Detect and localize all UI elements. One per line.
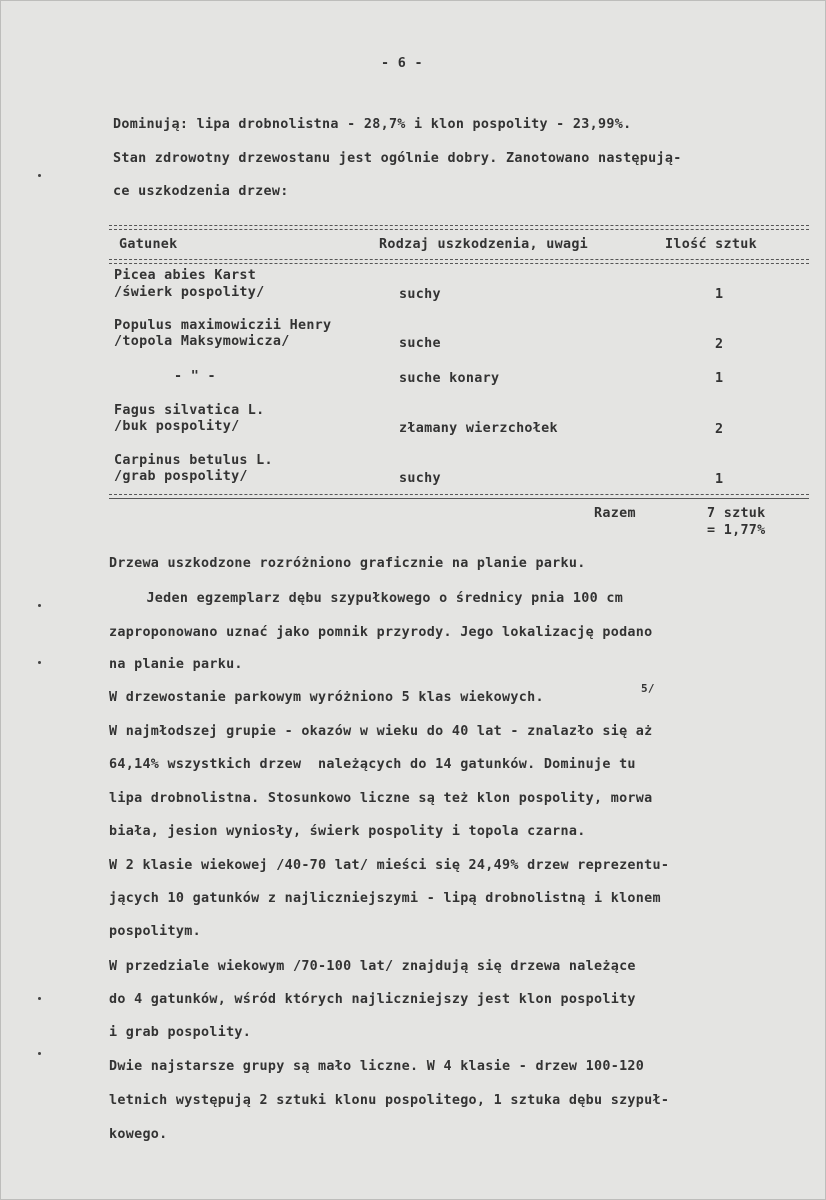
- table-cell-species: /topola Maksymowicza/: [114, 334, 290, 349]
- body-line: lipa drobnolistna. Stosunkowo liczne są też klon pospolity, morwa: [109, 791, 653, 806]
- body-line: i grab pospolity.: [109, 1025, 252, 1040]
- table-cell-count: 1: [715, 371, 724, 386]
- margin-dot: [38, 174, 41, 177]
- body-line: W 2 klasie wiekowej /40-70 lat/ mieści się 24,49% drzew reprezentu-: [109, 858, 670, 873]
- body-line: W najmłodszej grupie - okazów w wieku do 40 lat - znalazło się aż: [109, 724, 653, 739]
- margin-dot: [38, 997, 41, 1000]
- body-line: W drzewostanie parkowym wyróżniono 5 klas wiekowych.: [109, 690, 544, 705]
- table-cell-damage: złamany wierzchołek: [399, 421, 558, 436]
- table-cell-damage: suchy: [399, 287, 441, 302]
- body-line: pospolitym.: [109, 924, 201, 939]
- body-line: kowego.: [109, 1127, 168, 1142]
- table-cell-count: 2: [715, 337, 724, 352]
- table-cell-count: 1: [715, 472, 724, 487]
- page-number: - 6 -: [381, 56, 423, 71]
- intro-line: ce uszkodzenia drzew:: [113, 184, 289, 199]
- table-bottom-rule: [109, 498, 809, 499]
- margin-dot: [38, 604, 41, 607]
- table-cell-damage: suchy: [399, 471, 441, 486]
- table-cell-count: 1: [715, 287, 724, 302]
- body-line: W przedziale wiekowym /70-100 lat/ znajdują się drzewa należące: [109, 959, 636, 974]
- margin-dot: [38, 661, 41, 664]
- table-cell-species: Fagus silvatica L.: [114, 403, 265, 418]
- table-cell-species: Picea abies Karst: [114, 268, 257, 283]
- table-header: Rodzaj uszkodzenia, uwagi: [379, 237, 589, 252]
- intro-line: Stan zdrowotny drzewostanu jest ogólnie dobry. Zanotowano następują-: [113, 151, 682, 166]
- table-cell-damage: suche: [399, 336, 441, 351]
- footnote-mark: 5/: [641, 682, 655, 695]
- body-line: jących 10 gatunków z najliczniejszymi - lipą drobnolistną i klonem: [109, 891, 661, 906]
- body-line: Jeden egzemplarz dębu szypułkowego o średnicy pnia 100 cm: [113, 591, 624, 606]
- table-cell-species: /grab pospolity/: [114, 469, 248, 484]
- table-header-rule: [109, 259, 809, 260]
- body-line: 64,14% wszystkich drzew należących do 14 gatunków. Dominuje tu: [109, 757, 636, 772]
- table-header: Ilość sztuk: [665, 237, 757, 252]
- table-cell-species: /świerk pospolity/: [114, 285, 265, 300]
- body-line: biała, jesion wyniosły, świerk pospolity i topola czarna.: [109, 824, 586, 839]
- table-cell-count: 2: [715, 422, 724, 437]
- intro-line: Dominują: lipa drobnolistna - 28,7% i klon pospolity - 23,99%.: [113, 117, 632, 132]
- table-total-value: 7 sztuk: [707, 506, 766, 521]
- table-cell-species: /buk pospolity/: [114, 419, 240, 434]
- table-cell-damage: suche konary: [399, 371, 500, 386]
- table-cell-species: Carpinus betulus L.: [114, 453, 273, 468]
- table-top-rule: [109, 225, 809, 226]
- table-header: Gatunek: [119, 237, 178, 252]
- table-bottom-rule: [109, 494, 809, 495]
- body-line: letnich występują 2 sztuki klonu pospolitego, 1 sztuka dębu szypuł-: [109, 1093, 670, 1108]
- margin-dot: [38, 1052, 41, 1055]
- body-line: Dwie najstarsze grupy są mało liczne. W 4 klasie - drzew 100-120: [109, 1059, 645, 1074]
- body-line: na planie parku.: [109, 657, 243, 672]
- table-total-label: Razem: [594, 506, 636, 521]
- body-line: Drzewa uszkodzone rozróżniono graficznie na planie parku.: [109, 556, 586, 571]
- table-top-rule: [109, 229, 809, 230]
- table-header-rule: [109, 263, 809, 264]
- body-line: zaproponowano uznać jako pomnik przyrody. Jego lokalizację podano: [109, 625, 653, 640]
- table-cell-species: - " -: [174, 369, 216, 384]
- table-cell-species: Populus maximowiczii Henry: [114, 318, 332, 333]
- body-line: do 4 gatunków, wśród których najliczniejszy jest klon pospolity: [109, 992, 636, 1007]
- table-total-value: = 1,77%: [707, 523, 766, 538]
